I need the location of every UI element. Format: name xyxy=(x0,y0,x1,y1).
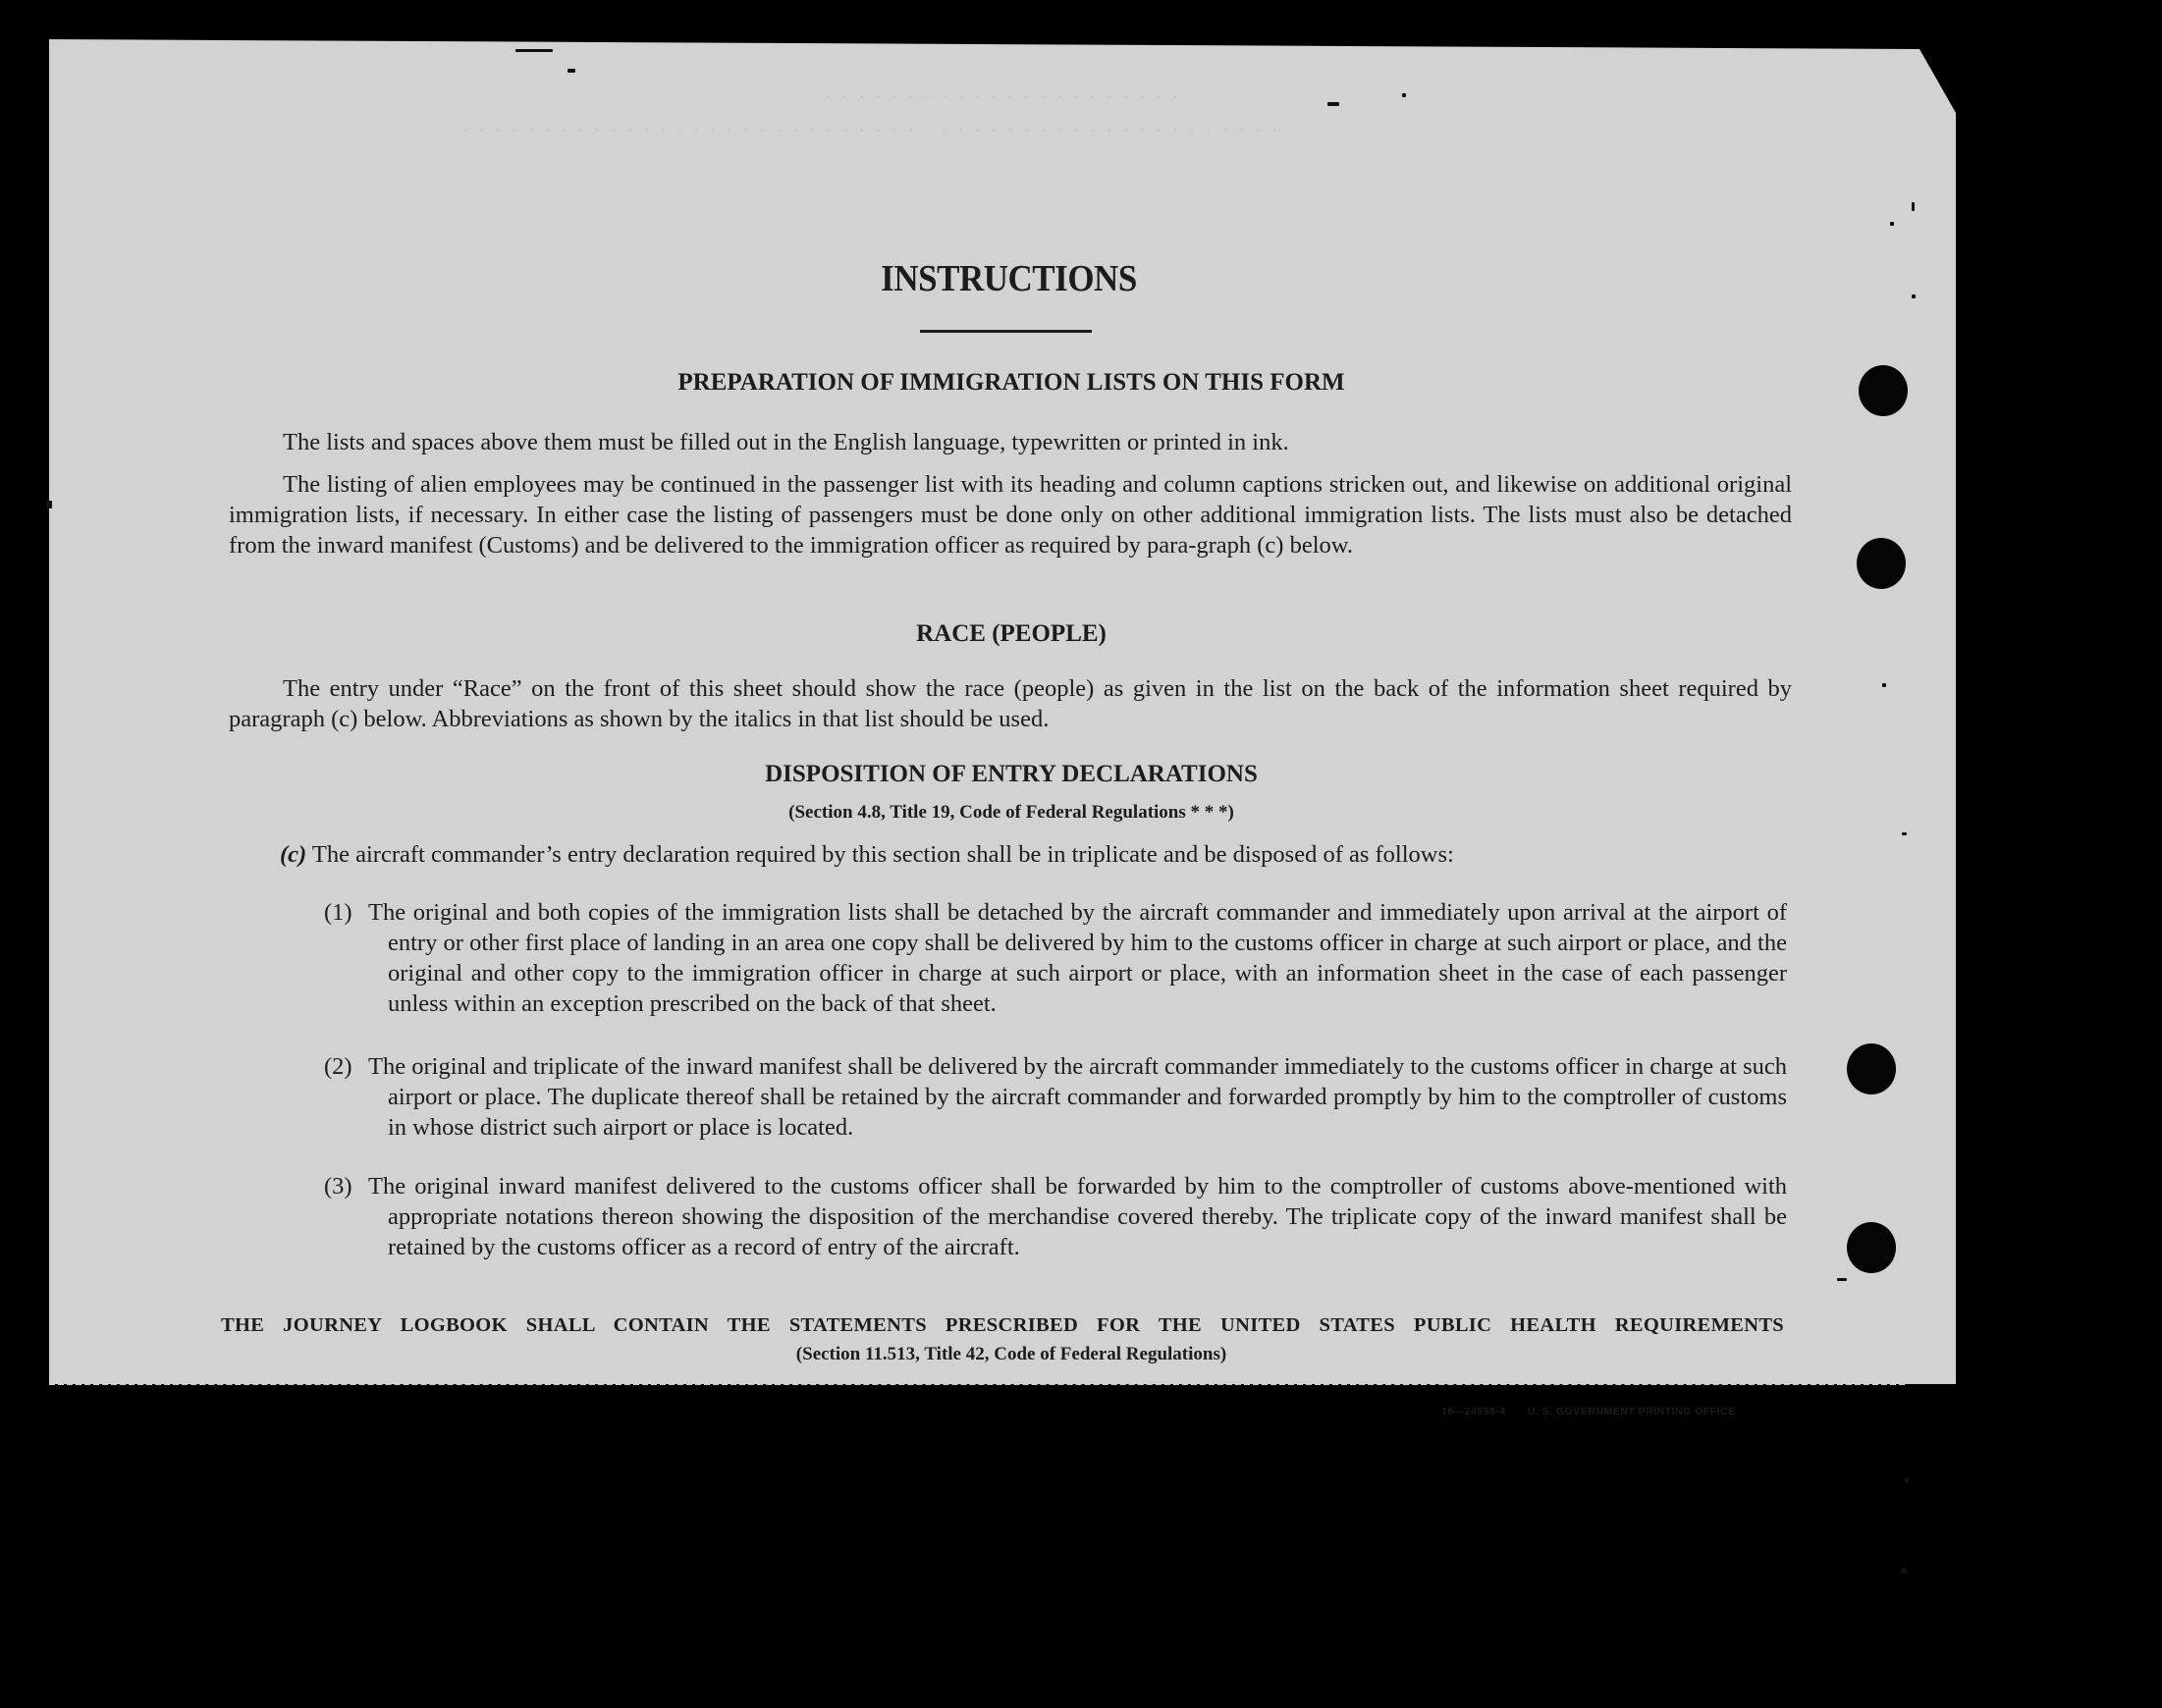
item-number: (3) xyxy=(324,1173,352,1200)
disposition-item-3 xyxy=(324,1171,1787,1262)
punch-hole xyxy=(1847,1222,1896,1273)
preparation-paragraph-1 xyxy=(229,427,1792,457)
disposition-item-2 xyxy=(324,1051,1787,1143)
race-heading: RACE (PEOPLE) xyxy=(916,620,1107,647)
scan-mark xyxy=(46,501,52,508)
punch-hole xyxy=(1857,538,1906,589)
race-paragraph-text: The entry under “Race” on the front of this sheet should show the race (people) as given in the list on the back of the information sheet required by paragraph (c) below. Abbreviations as shown by the italics in that list should be used. xyxy=(229,675,1792,732)
disposition-intro xyxy=(280,839,1792,870)
disposition-heading: DISPOSITION OF ENTRY DECLARATIONS xyxy=(765,761,1258,787)
preparation-paragraph-1-text: The lists and spaces above them must be filled out in the English language, typewritten or printed in ink. xyxy=(283,429,1289,455)
item-text: The original inward manifest delivered to the customs officer shall be forwarded by him to the comptroller of customs above-mentioned with appropriate notations thereon showing the disposition of the merchandise covered thereby. The triplicate copy of the inward manifest shall be retained by the customs officer as a record of entry of the aircraft. xyxy=(368,1173,1787,1260)
scan-mark xyxy=(1902,832,1907,835)
scan-mark xyxy=(1890,222,1894,226)
scan-mark xyxy=(1402,93,1406,97)
disposition-reference: (Section 4.8, Title 19, Code of Federal Regulations * * *) xyxy=(788,802,1234,823)
intro-text: The aircraft commander’s entry declaration required by this section shall be in triplicate and be disposed of as follows: xyxy=(311,841,1454,868)
scan-mark xyxy=(1327,102,1339,106)
item-text: The original and triplicate of the inward manifest shall be delivered by the aircraft commander immediately to the customs officer in charge at such airport or place. The duplicate thereof shall be retained by the aircraft commander and forwarded promptly by him to the comptroller of customs in whose district such airport or place is located. xyxy=(368,1053,1787,1141)
form-number: 16—24598-4 xyxy=(1441,1406,1506,1417)
item-text: The original and both copies of the immigration lists shall be detached by the aircraft commander and immediately upon arrival at the airport of entry or other first place of landing in an area one copy shall be delivered by him to the customs officer in charge at such airport or place, and the original and other copy to the immigration officer in charge at such airport or place, with an information sheet in the case of each passenger unless within an exception prescribed on the back of that sheet. xyxy=(368,899,1787,1017)
scan-mark xyxy=(1837,1278,1847,1281)
race-paragraph xyxy=(229,673,1792,734)
scan-mark xyxy=(515,49,553,52)
bleed-through: · · · · · · · · · · · · · · · · · · · · · · · · · · · · · · · · · · · · · · · · · · · · · · · · · · xyxy=(461,118,1280,142)
scan-mark xyxy=(1882,683,1886,687)
punch-hole xyxy=(1847,1043,1896,1094)
intro-marker: (c) xyxy=(280,841,307,868)
preparation-paragraph-2-text: The listing of alien employees may be continued in the passenger list with its heading and column captions stricken out, and likewise on additional original immigration lists, if necessary. In either case the listing of passengers must be done only on other additional immigration lists. The lists must also be detached from the inward manifest (Customs) and be delivered to the immigration officer as required by para-graph (c) below. xyxy=(229,471,1792,559)
disposition-item-1 xyxy=(324,897,1787,1019)
paper-edge xyxy=(49,1378,1905,1385)
scan-mark xyxy=(1905,1477,1909,1483)
health-reference: (Section 11.513, Title 42, Code of Federal Regulations) xyxy=(795,1344,1227,1364)
printing-office: U. S. GOVERNMENT PRINTING OFFICE xyxy=(1527,1406,1736,1417)
page-title: INSTRUCTIONS xyxy=(881,258,1137,299)
printer-imprint xyxy=(1441,1406,1757,1417)
preparation-heading: PREPARATION OF IMMIGRATION LISTS ON THIS FORM xyxy=(677,369,1345,396)
item-number: (2) xyxy=(324,1053,352,1080)
item-number: (1) xyxy=(324,899,352,926)
bleed-through: · · · · · · · · · · · · · · · · · · · · · · xyxy=(825,84,1181,109)
scan-mark xyxy=(1912,202,1915,211)
scan-mark xyxy=(1901,1568,1907,1574)
scan-mark xyxy=(568,69,575,73)
health-heading: THE JOURNEY LOGBOOK SHALL CONTAIN THE STATEMENTS PRESCRIBED FOR THE UNITED STATES PUBLIC HEALTH REQUIREMENTS xyxy=(221,1314,1784,1336)
preparation-paragraph-2 xyxy=(229,469,1792,560)
title-underline xyxy=(920,330,1092,333)
